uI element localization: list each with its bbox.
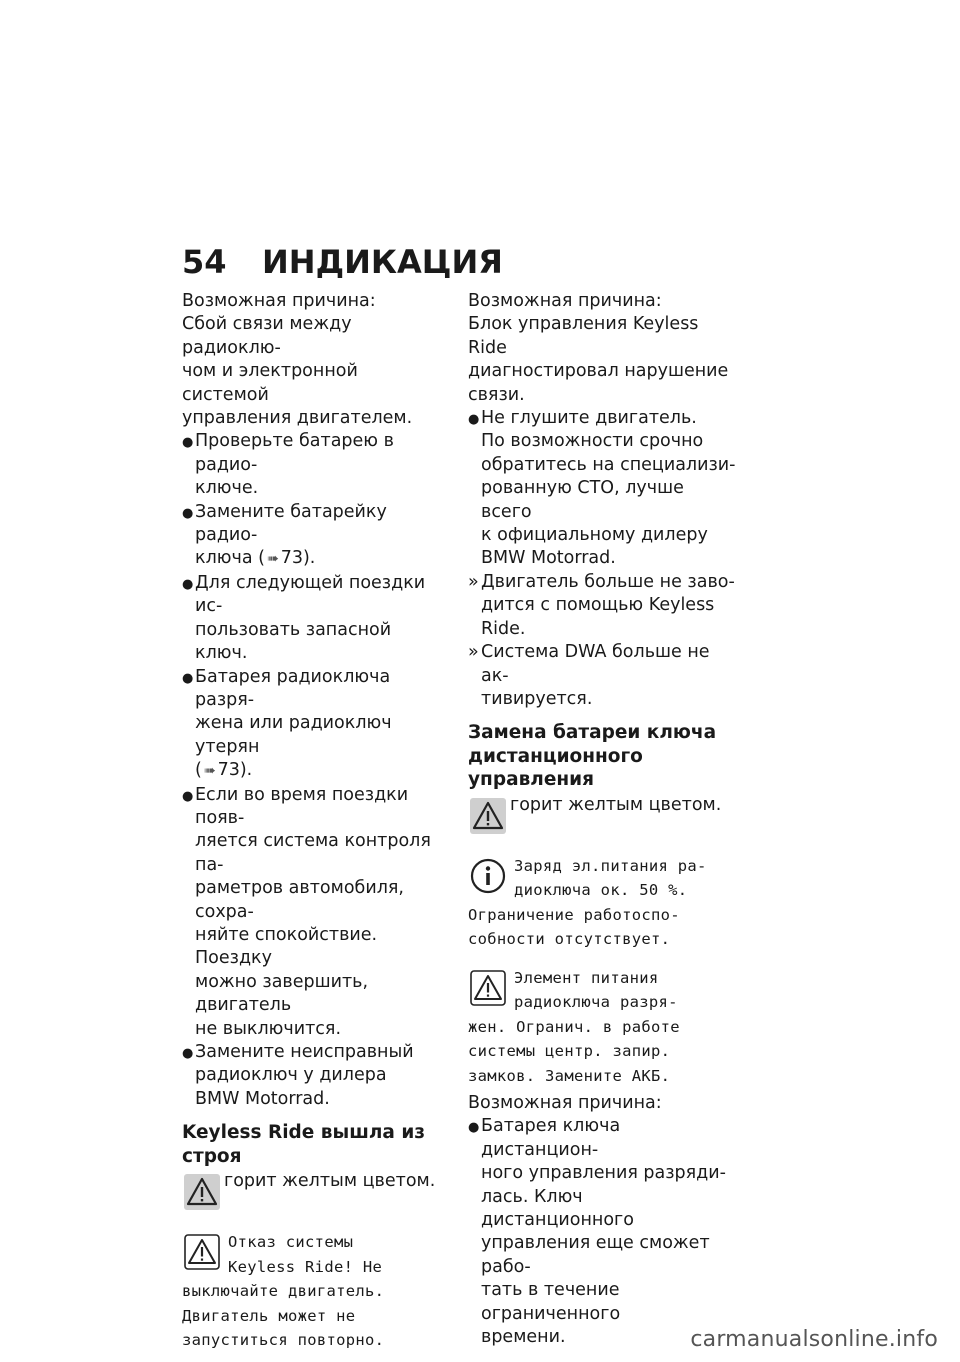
list-item: ● Если во время поездки появ- ляется система контроля па- раметров автомобиля, сохра- няйте спокойствие. Поездку можно завершить, двигатель не выключится.	[182, 784, 431, 1039]
list-item: ● Замените неисправный радиоключ у дилера BMW Motorrad.	[182, 1042, 414, 1109]
warning-triangle-icon	[470, 970, 506, 1006]
result-item: » Двигатель больше не заво- дится с помощью Keyless Ride.	[468, 571, 735, 639]
cause-text: Сбой связи между радиоклю- чом и электронной системой управления двигателем.	[182, 314, 413, 429]
cause-label: Возможная причина:	[182, 291, 376, 311]
indicator-row	[182, 1170, 444, 1216]
section-title: Замена батареи ключа дистанционного управления	[468, 722, 717, 791]
list-item: ● Не глушите двигатель. По возможности срочно обратитесь на специализи- рованную СТО, лучше всего к официальному дилеру BMW Motorrad.	[468, 408, 736, 569]
message-text: Элемент питания радиоключа разря- жен. Огранич. в работе системы центр. запир. замков. Замените АКБ.	[468, 968, 680, 1085]
cause-label: Возможная причина:	[468, 1093, 662, 1114]
reference-arrow-icon: ➠	[266, 551, 279, 568]
display-message	[182, 1230, 444, 1353]
list-item: ● Проверьте батарею в радио- ключе.	[182, 431, 394, 499]
indicator-text: горит желтым цветом.	[510, 794, 722, 815]
indicator-text: горит желтым цветом.	[224, 1171, 436, 1192]
warning-triangle-icon	[184, 1174, 220, 1210]
cause-label: Возможная причина:	[468, 291, 662, 311]
message-text: Заряд эл.питания ра- диоключа ок. 50 %. Ограничение работоспо- собности отсутствует.	[468, 856, 707, 949]
page-number: 54	[182, 243, 227, 281]
warning-triangle-icon	[470, 798, 506, 834]
cause-text: Блок управления Keyless Ride диагностировал нарушение связи.	[468, 314, 729, 405]
list-item: ● Для следующей поездки ис- пользовать запасной ключ.	[182, 572, 426, 664]
reference-arrow-icon: ➠	[203, 763, 216, 780]
left-column	[182, 290, 444, 1353]
page-title: ИНДИКАЦИЯ	[262, 243, 503, 281]
warning-triangle-icon	[184, 1234, 220, 1270]
list-item: ● Батарея радиоключа разря- жена или радиоключ утерян ( ➠ 73).	[182, 666, 444, 784]
list-item: ● Батарея ключа дистанцион- ного управления разряди- лась. Ключ дистанционного управления еще сможет рабо- тать в течение ограниченного времени.	[468, 1116, 726, 1348]
page-header	[182, 240, 742, 284]
result-item: » Система DWA больше не ак- тивируется.	[468, 642, 710, 709]
display-message	[468, 966, 740, 1089]
display-message	[468, 854, 740, 952]
right-column	[468, 290, 740, 1350]
indicator-row	[468, 794, 740, 840]
result-marker-icon: »	[468, 571, 479, 592]
message-text: Отказ системы Keyless Ride! Не выключайте двигатель. Двигатель может не запуститься повторно.	[182, 1233, 385, 1350]
result-marker-icon: »	[468, 642, 479, 663]
watermark: carmanualsonline.info	[690, 1327, 938, 1352]
section-title: Keyless Ride вышла из строя	[182, 1122, 426, 1167]
info-icon	[470, 858, 506, 894]
list-item: ● Замените батарейку радио- ключа ( ➠ 73).	[182, 501, 444, 572]
